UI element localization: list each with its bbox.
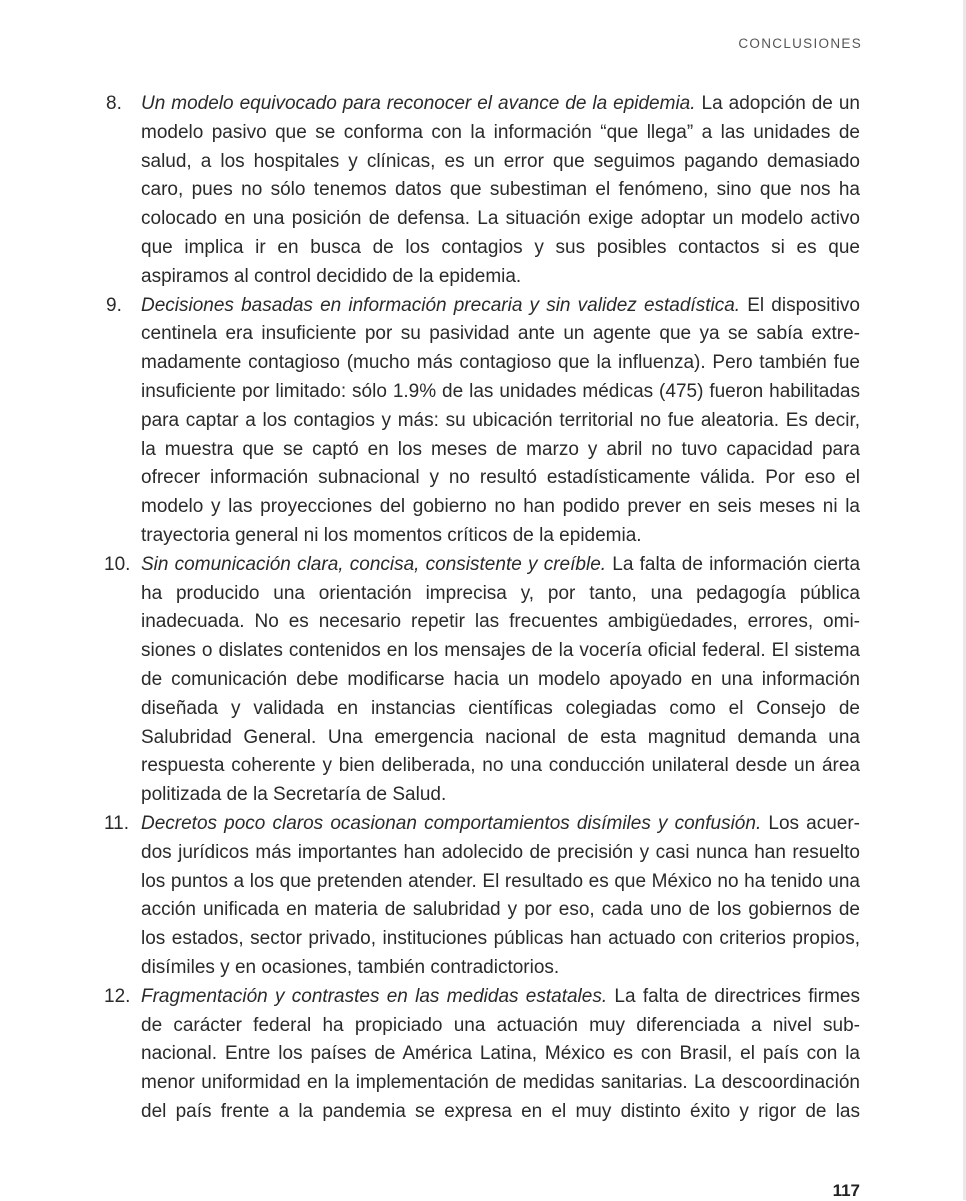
- item-number: 8.: [106, 93, 122, 114]
- item-number: 11.: [104, 812, 130, 834]
- list-item: [104, 551, 860, 810]
- item-number: 9.: [106, 294, 122, 316]
- item-lead: Fragmentación y contrastes en las medidas estatales.: [141, 985, 608, 1007]
- item-number: 10.: [104, 553, 131, 575]
- list-item: [104, 292, 860, 551]
- item-body: La falta de información cierta ha producido una orientación imprecisa y, por tanto, una pedagogía pública inadecuada. No es necesario repetir las frecuentes ambigüedades, errores, omisiones o dislates contenidos en los mensajes de la vocería oficial federal. El sistema de comunicación debe modificarse hacia un modelo apoyado en una información diseñada y validada en instancias científicas colegiadas como el Consejo de Salubridad General. Una emergencia nacional de esta magnitud demanda una respuesta coherente y bien deliberada, no una conducción unilateral desde un área politizada de la Secretaría de Salud.: [141, 553, 861, 806]
- item-paragraph: [141, 551, 860, 810]
- item-paragraph: [141, 983, 860, 1127]
- item-lead: Sin comunicación clara, concisa, consistente y creíble.: [141, 553, 607, 575]
- item-lead: Decretos poco claros ocasionan comportamientos disímiles y confusión.: [141, 812, 762, 834]
- item-body: La adopción de un modelo pasivo que se conforma con la información “que llega” a las unidades de salud, a los hospitales y clínicas, es un error que seguimos pagando demasiado caro, pues no sólo tenemos datos que subestiman el fenómeno, sino que nos ha colocado en una posición de defensa. La situación exige adoptar un modelo activo que implica ir en busca de los contagios y sus posibles contactos si es que aspiramos al control decidido de la epidemia.: [141, 93, 860, 287]
- page-number: 117: [832, 1181, 860, 1200]
- list-item: [104, 90, 860, 292]
- item-body: Los acuerdos jurídicos más importantes han adolecido de precisión y casi nunca han resuelto los puntos a los que pretenden atender. El resultado es que México no ha tenido una acción unificada en materia de salubridad y por eso, cada uno de los gobiernos de los estados, sector privado, instituciones públicas han actuado con criterios propios, disímiles y en ocasiones, también contradictorios.: [141, 812, 860, 978]
- item-body: La falta de directrices firmes de carácter federal ha propiciado una actuación muy diferenciada a nivel subnacional. Entre los países de América Latina, México es con Brasil, el país con la menor uniformidad en la implementación de medidas sanitarias. La descoordinación del país frente a la pandemia se expresa en el muy distinto éxito y rigor de las: [141, 985, 860, 1122]
- item-lead: Decisiones basadas en información precaria y sin validez estadística.: [141, 294, 741, 316]
- item-body: El dispositivo centinela era insuficiente por su pasividad ante un agente que ya se sabía extremadamente contagioso (mucho más contagioso que la influenza). Pero también fue insuficiente por limitado: sólo 1.9% de las unidades médicas (475) fueron habilitadas para captar a los contagios y más: su ubicación territorial no fue aleatoria. Es decir, la muestra que se captó en los meses de marzo y abril no tuvo capacidad para ofrecer información subnacional y no resultó estadísticamente válida. Por eso el modelo y las proyecciones del gobierno no han podido prever en seis meses ni la trayectoria general ni los momentos críticos de la epidemia.: [141, 294, 860, 546]
- item-lead: Un modelo equivocado para reconocer el avance de la epidemia.: [141, 93, 696, 114]
- item-paragraph: [141, 90, 860, 292]
- item-paragraph: [141, 810, 860, 983]
- item-number: 12.: [104, 985, 131, 1007]
- conclusions-list: [104, 90, 860, 1127]
- running-header: CONCLUSIONES: [738, 36, 862, 51]
- list-item: [104, 810, 860, 983]
- item-paragraph: [141, 292, 860, 551]
- list-item: [104, 983, 860, 1127]
